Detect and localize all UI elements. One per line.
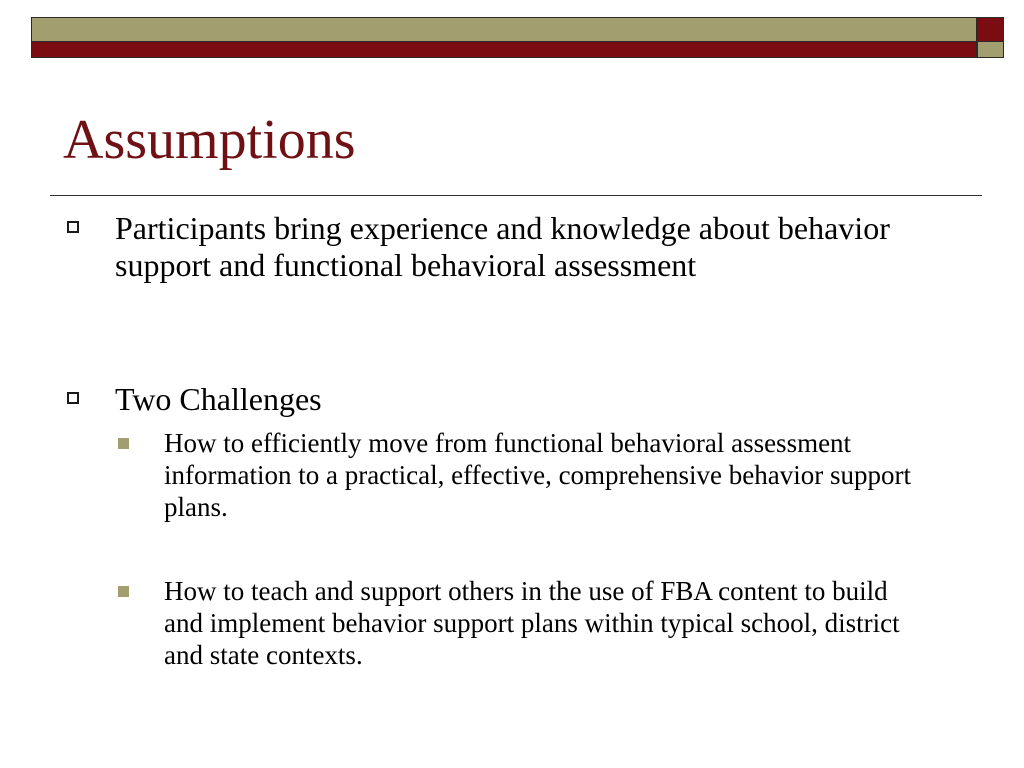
filled-square-icon — [118, 586, 129, 597]
bullet-text: Participants bring experience and knowledge about behavior support and functional behavioral assessment — [115, 210, 890, 283]
sub-bullet-teach-support — [164, 575, 924, 671]
hollow-square-icon — [67, 392, 79, 404]
sub-bullet-efficiently-move — [164, 427, 924, 523]
sub-bullet-text: How to efficiently move from functional behavioral assessment information to a practical, effective, comprehensive behavior support plans. — [164, 428, 911, 522]
filled-square-icon — [118, 438, 129, 449]
bullet-text: Two Challenges — [115, 381, 322, 417]
hollow-square-icon — [67, 221, 79, 233]
slide-title: Assumptions — [63, 109, 356, 171]
sub-bullet-text: How to teach and support others in the use of FBA content to build and implement behavior support plans within typical school, district and state contexts. — [164, 576, 900, 670]
bullet-two-challenges — [115, 381, 955, 418]
bullet-participants — [115, 210, 955, 284]
